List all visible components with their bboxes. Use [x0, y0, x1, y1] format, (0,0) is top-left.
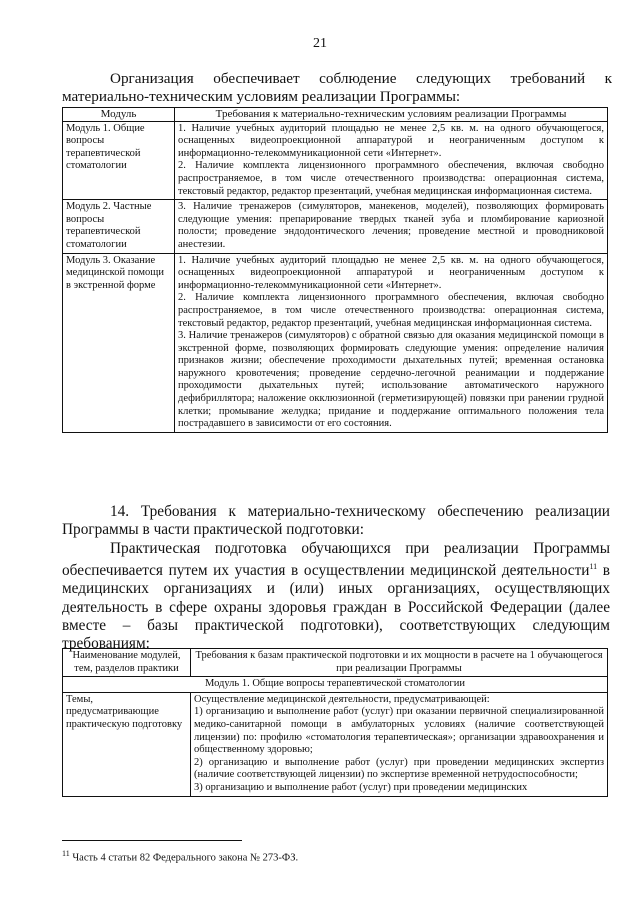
section-14-body: [62, 540, 610, 654]
section-14-heading: 14. Требования к материально-техническому обеспечению реализации Программы в части практической подготовки:: [62, 503, 610, 539]
table-header-row: [63, 649, 608, 677]
requirement-item: 3. Наличие тренажеров (симуляторов, манекенов, моделей), позволяющих формировать следующие умения: препарирование твердых тканей зуба и пломбирование кариозной полости; проведение эндодонтического лечения; проведение местной и проводниковой анестезии.: [178, 201, 604, 250]
footnote-text: Часть 4 статьи 82 Федерального закона № 273-ФЗ.: [69, 852, 299, 864]
module-cell: Модуль 1. Общие вопросы терапевтической стоматологии: [63, 121, 175, 200]
table-row: [63, 121, 608, 200]
body-text-part-2: в медицинских организациях и (или) иных организациях, осуществляющих деятельность в сфере охраны здоровья граждан в Российской Федерации (далее вместе – базы практической подготовки), соответствующих следующим требованиям:: [62, 561, 610, 653]
requirement-item: 1. Наличие учебных аудиторий площадью не менее 2,5 кв. м. на одного обучающегося, оснащенных видеопроекционной аппаратурой и неограниченным доступом к информационно-телекоммуникационной сети «Интернет».: [178, 122, 604, 159]
intro-paragraph: Организация обеспечивает соблюдение следующих требований к материально-техническим условиям реализации Программы:: [62, 70, 612, 105]
table-row: [63, 253, 608, 432]
column-header-requirements: Требования к материально-техническим условиям реализации Программы: [175, 108, 608, 122]
requirement-item: 3. Наличие тренажеров (симуляторов) с обратной связью для оказания медицинской помощи в экстренной форме, позволяющих формировать следующие умения: определение наличия признаков жизни; обеспечение проходимости дыхательных путей; временная остановка наружного кровотечения; проведение сердечно-легочной реанимации и поддержание проходимости дыхательных путей; использование автоматического наружного дефибриллятора; наложение окклюзионной (герметизирующей) повязки при ранении грудной клетки; промывание желудка; придание и поддержание оптимального положения тела пострадавшего в зависимости от его состояния.: [178, 330, 604, 430]
material-requirements-table: [62, 107, 608, 433]
module-row: [63, 677, 608, 693]
section-14: [62, 503, 610, 653]
base-requirements-cell: [191, 692, 608, 796]
requirement-line: 1) организацию и выполнение работ (услуг) при оказании первичной специализированной медико-санитарной помощи в амбулаторных условиях (наличие соответствующей лицензии) по: профилю «стоматология терапевтическая»; организации здравоохранения и общественному здоровью;: [194, 706, 604, 756]
requirement-item: 2. Наличие комплекта лицензионного программного обеспечения, включая свободно распространяемое, в том числе отечественного производства: операционная система, текстовый редактор, редактор презентаций, учебная медицинская информационная система.: [178, 160, 604, 197]
table-header-row: [63, 108, 608, 122]
module-cell: Модуль 2. Частные вопросы терапевтической стоматологии: [63, 200, 175, 253]
page-number: 21: [313, 36, 327, 51]
module-cell: Модуль 3. Оказание медицинской помощи в экстренной форме: [63, 253, 175, 432]
column-header-module: Модуль: [63, 108, 175, 122]
requirement-item: 1. Наличие учебных аудиторий площадью не менее 2,5 кв. м. на одного обучающегося, оснащенных видеопроекционной аппаратурой и неограниченным доступом к информационно-телекоммуникационной сети «Интернет».: [178, 254, 604, 291]
requirements-cell: [175, 253, 608, 432]
footnote: [62, 849, 298, 864]
requirement-line: Осуществление медицинской деятельности, предусматривающей:: [194, 693, 490, 705]
requirement-item: 2. Наличие комплекта лицензионного программного обеспечения, включая свободно распространяемое, в том числе отечественного производства: операционная система, текстовый редактор, редактор презентаций, учебная медицинская информационная система.: [178, 292, 604, 329]
requirement-line: 3) организацию и выполнение работ (услуг) при проведении медицинских: [194, 781, 528, 793]
footnote-divider: [62, 840, 242, 841]
practical-training-table: [62, 648, 608, 797]
body-text-part-1: Практическая подготовка обучающихся при реализации Программы обеспечивается путем их участия в осуществлении медицинской деятельности: [62, 539, 610, 579]
requirement-line: 2) организацию и выполнение работ (услуг) при проведении медицинских экспертиз (наличие соответствующей лицензии) по экспертизе временной нетрудоспособности;: [194, 756, 604, 781]
column-header-modules: Наименование модулей, тем, разделов практики: [63, 649, 191, 677]
module-title: Модуль 1. Общие вопросы терапевтической стоматологии: [63, 677, 608, 693]
topics-cell: Темы, предусматривающие практическую подготовку: [63, 692, 191, 796]
requirements-cell: [175, 200, 608, 253]
footnote-reference: 11: [589, 561, 598, 571]
footnote-number: 11: [62, 849, 70, 858]
column-header-base-requirements: Требования к базам практической подготовки и их мощности в расчете на 1 обучающегося при реализации Программы: [191, 649, 608, 677]
table-row: [63, 692, 608, 796]
requirements-cell: [175, 121, 608, 200]
table-row: [63, 200, 608, 253]
